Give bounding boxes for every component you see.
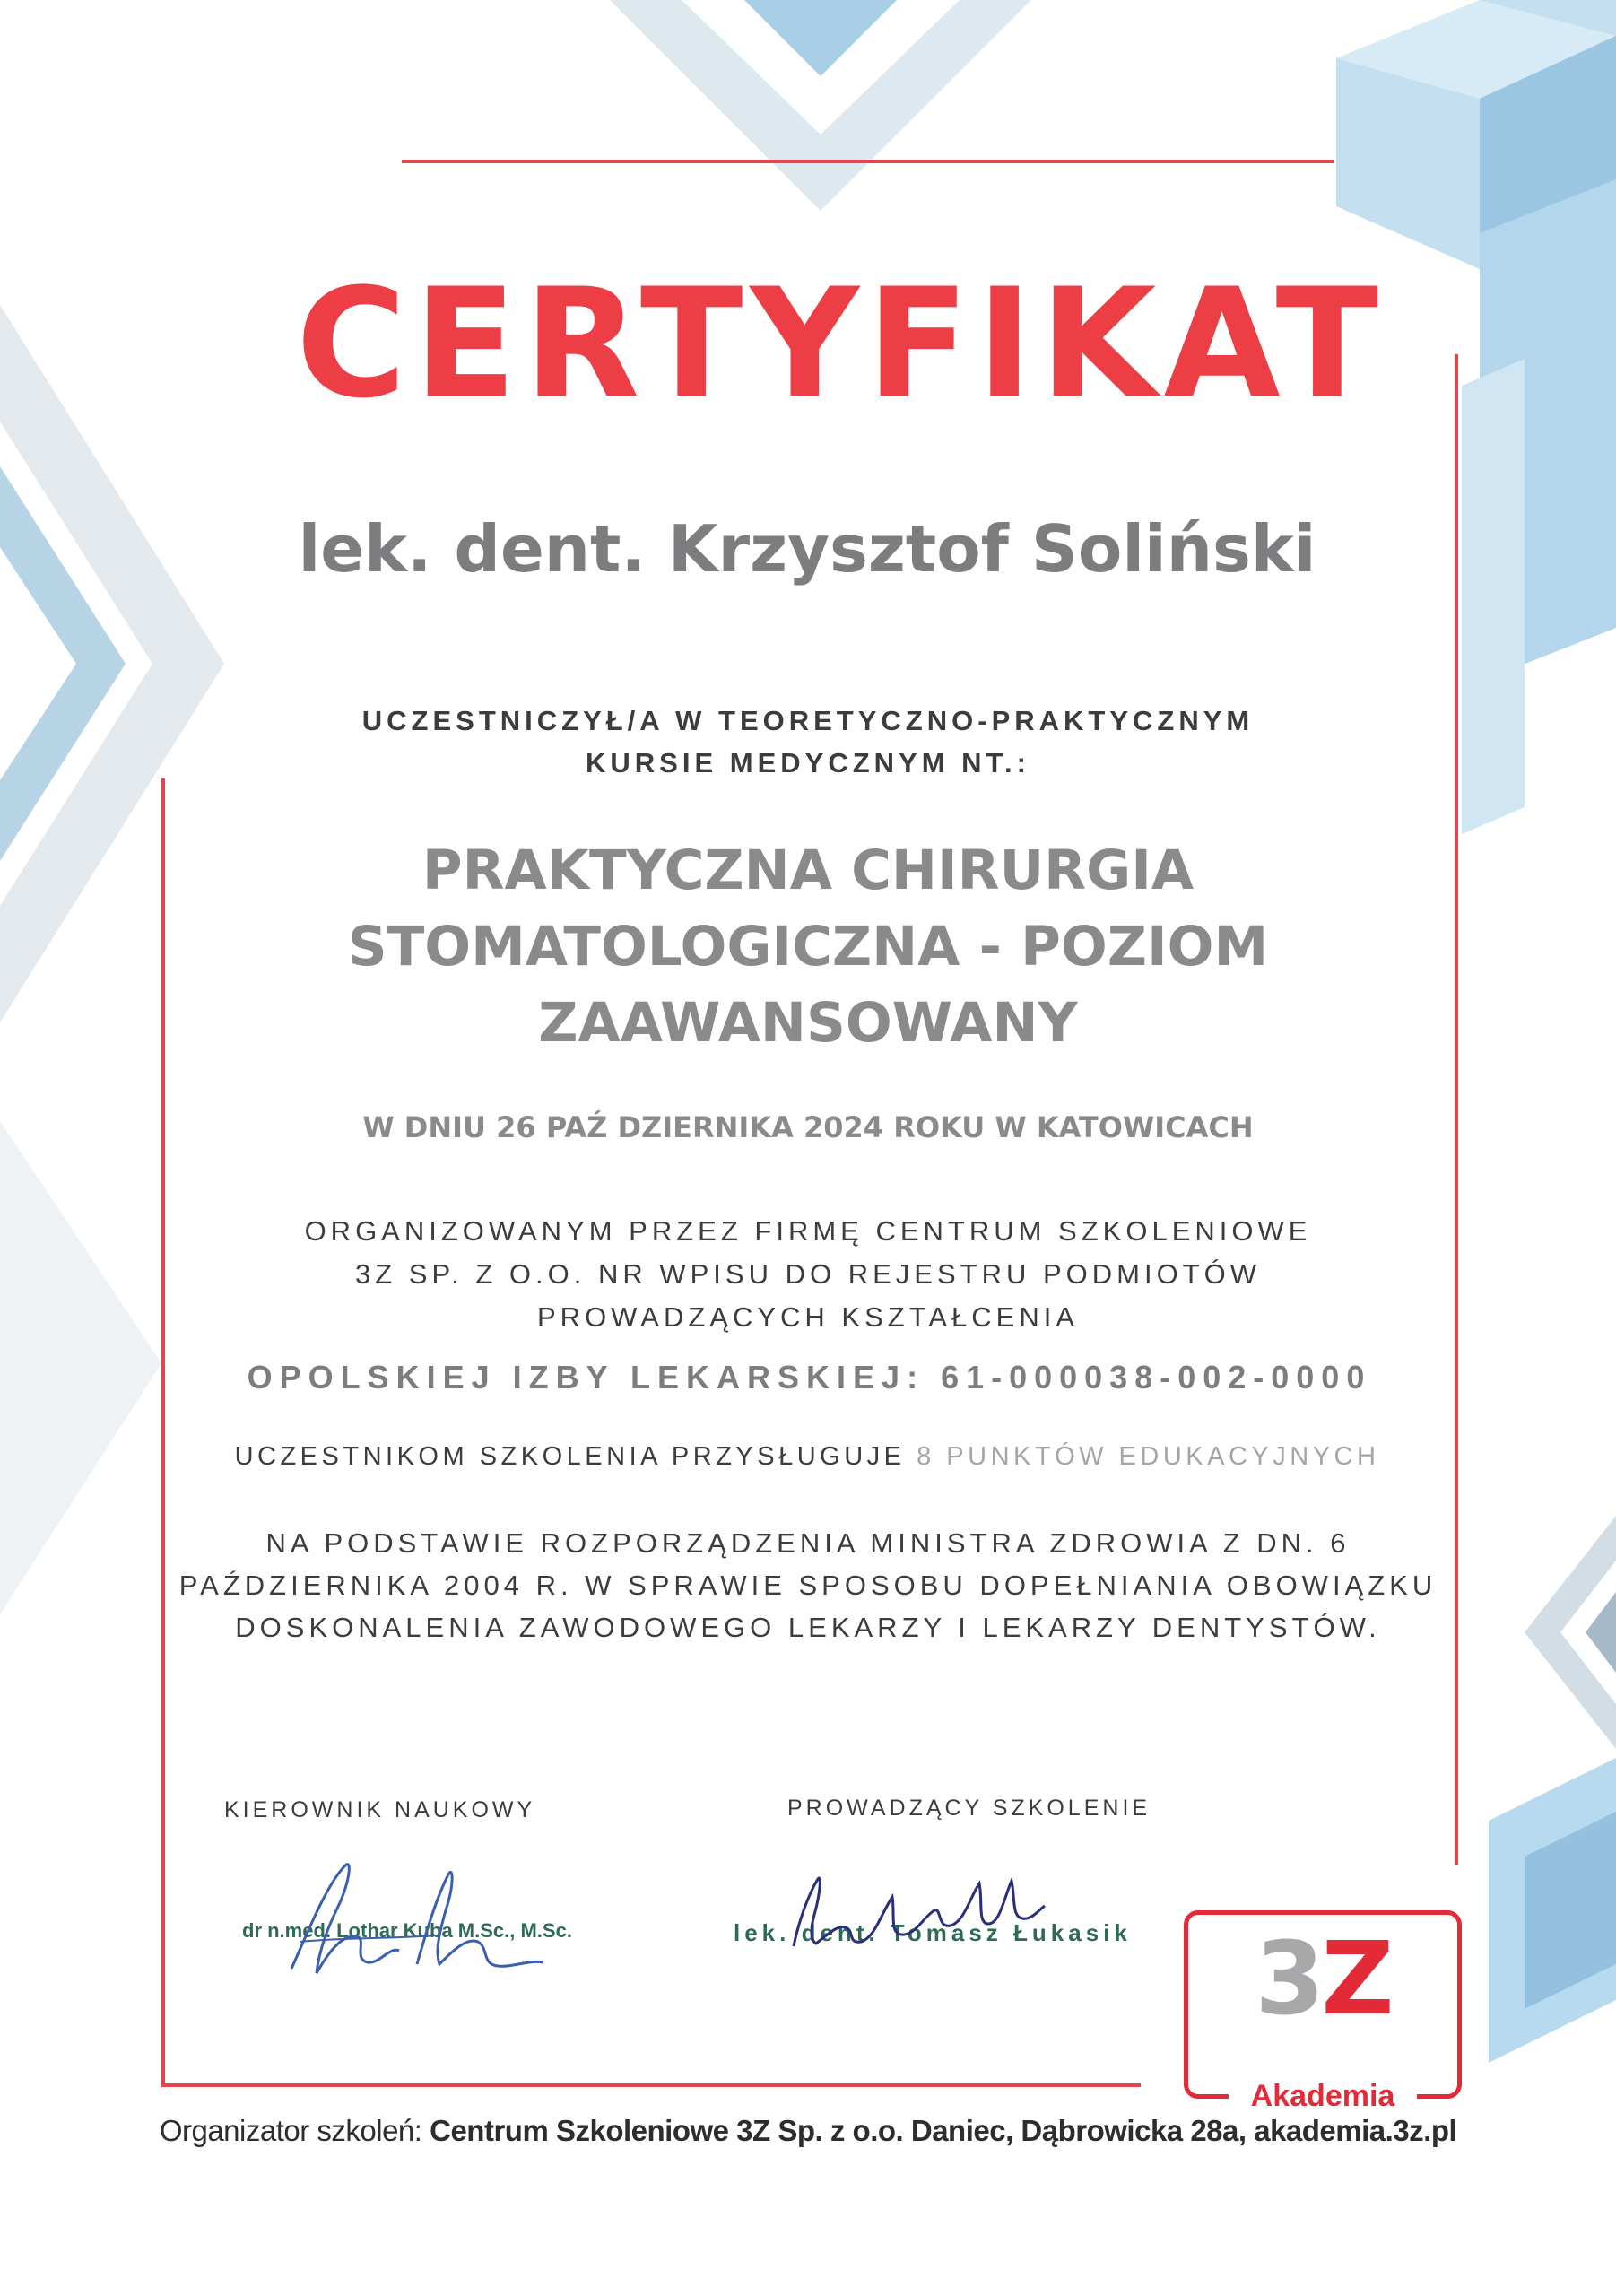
course-title-line-1: PRAKTYCZNA CHIRURGIA <box>421 839 1195 902</box>
organizer-line-2: 3Z SP. Z O.O. NR WPISU DO REJESTRU PODMIOTÓW <box>355 1258 1261 1290</box>
signature-name-left: dr n.med. Lothar Kuba M.Sc., M.Sc. <box>242 1919 572 1942</box>
legal-basis-line-1: NA PODSTAWIE ROZPORZĄDZENIA MINISTRA ZDROWIA Z DN. 6 <box>265 1527 1351 1559</box>
signature-label-left: KIEROWNIK NAUKOWY <box>224 1797 536 1822</box>
legal-basis-line-3: DOSKONALENIA ZAWODOWEGO LEKARZY I LEKARZY DENTYSTÓW. <box>235 1612 1381 1643</box>
course-title-line-2: STOMATOLOGICZNA - POZIOM <box>347 915 1269 978</box>
points-prefix: UCZESTNIKOM SZKOLENIA PRZYSŁUGUJE <box>234 1442 906 1471</box>
intro-line-2: KURSIE MEDYCZNYM NT.: <box>586 747 1030 778</box>
signature-name-right: lek. dent. Tomasz Łukasik <box>734 1919 1132 1946</box>
logo-digit: 3 <box>1255 1921 1322 2038</box>
logo-word: Akademia <box>1229 2079 1417 2114</box>
course-title-line-3: ZAAWANSOWANY <box>538 991 1078 1055</box>
course-date: W DNIU 26 PAŹ DZIERNIKA 2024 ROKU W KATOWICACH <box>362 1110 1254 1144</box>
points-value: 8 PUNKTÓW EDUKACYJNYCH <box>917 1442 1380 1471</box>
logo-letter: Z <box>1321 1921 1391 2038</box>
signature-label-right: PROWADZĄCY SZKOLENIE <box>787 1796 1151 1821</box>
signature-right-handwriting <box>780 1861 1049 1960</box>
legal-basis-line-2: PAŹDZIERNIKA 2004 R. W SPRAWIE SPOSOBU DOPEŁNIANIA OBOWIĄZKU <box>178 1570 1438 1601</box>
chamber-registry-number: OPOLSKIEJ IZBY LEKARSKIEJ: 61-000038-002-0000 <box>247 1359 1372 1396</box>
footer-label: Organizator szkoleń: <box>159 2114 422 2147</box>
intro-line-1: UCZESTNICZYŁ/A W TEORETYCZNO-PRAKTYCZNYM <box>361 705 1255 736</box>
organizer-line-1: ORGANIZOWANYM PRZEZ FIRMĘ CENTRUM SZKOLENIOWE <box>304 1215 1312 1247</box>
certificate-title: CERTYFIKAT <box>296 256 1386 431</box>
akademia-3z-logo <box>1184 1910 1462 2113</box>
signature-left-handwriting <box>282 1848 552 1991</box>
footer-organizer <box>0 2114 1616 2148</box>
recipient-name: lek. dent. Krzysztof Soliński <box>298 511 1316 587</box>
footer-value: Centrum Szkoleniowe 3Z Sp. z o.o. Daniec, Dąbrowicka 28a, akademia.3z.pl <box>430 2114 1457 2147</box>
organizer-line-3: PROWADZĄCYCH KSZTAŁCENIA <box>537 1301 1079 1333</box>
education-points <box>143 1442 1471 1472</box>
logo-mark <box>1188 1921 1457 2038</box>
